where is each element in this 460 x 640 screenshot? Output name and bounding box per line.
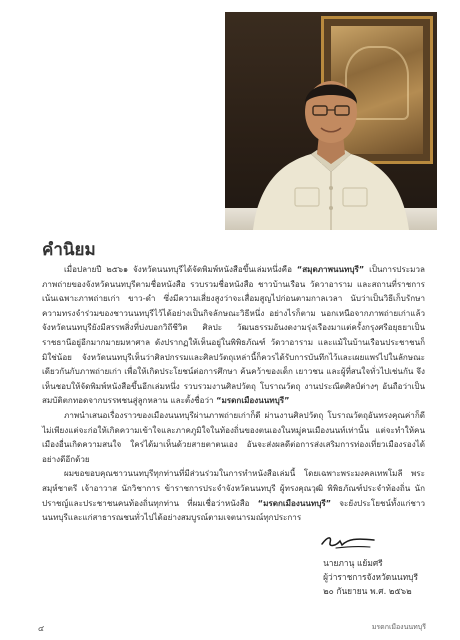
governor-photo bbox=[225, 12, 437, 230]
paragraph-2: ภาพนำเสนอเรื่องราวของเมืองนนทบุรีผ่านภาพถ่ายเก่าก็ดี ผ่านงานศิลปวัตถุ โบราณวัตถุอันทรงคุณค่าก็ดี ไม่เพียงแต่จะก่อให้เกิดความเข้าใจและภาคภูมิใจในท้องถิ่นของตนเองในหมู่คนเมืองนนท์เท่านั้น แต่จะทำให้คนเมืองอื่นเกิดความสนใจ ใคร่ได้มาเห็นด้วยสายตาตนเอง อันจะส่งผลดีต่อการส่งเสริมการท่องเที่ยวเมืองรองได้อย่างดีอีกด้วย bbox=[42, 409, 425, 464]
running-footer-title: มรดกเมืองนนทบุรี bbox=[371, 623, 426, 631]
signer-position: ผู้ว่าราชการจังหวัดนนทบุรี bbox=[323, 572, 418, 582]
book-title-bold: “มรดกเมืองนนทบุรี” bbox=[216, 395, 290, 406]
foreword-body bbox=[42, 262, 425, 525]
section-heading: คำนิยม bbox=[42, 240, 96, 260]
book-title-bold: “สมุดภาพนนทบุรี” bbox=[296, 264, 365, 274]
governor-portrait bbox=[225, 12, 437, 230]
handwritten-signature bbox=[318, 530, 378, 552]
signer-name: นายภานุ แย้มศรี bbox=[323, 558, 383, 568]
signer-date: ๒๐ กันยายน พ.ศ. ๒๕๖๒ bbox=[323, 586, 412, 596]
signer-block bbox=[0, 556, 418, 598]
page-number: ๔ bbox=[38, 624, 45, 633]
book-title-bold: “มรดกเมืองนนทบุรี” bbox=[257, 497, 332, 508]
paragraph-3: ผมขอขอบคุณชาวนนทบุรีทุกท่านที่มีส่วนร่วมในการทำหนังสือเล่มนี้ โดยเฉพาะพระมงคลเทพโมลี พระสมุห์ชาตรี เจ้าอาวาส นักวิชาการ ข้าราชการประจำจังหวัดนนทบุรี ผู้ทรงคุณวุฒิ พิพิธภัณฑ์ประจำท้องถิ่น นักปราชญ์และประชาชนคนท้องถิ่นทุกท่าน ที่ผมเชื่อว่าหนังสือ “มรดกเมืองนนทบุรี” จะยังประโยชน์ทั้งแก่ชาวนนทบุรีและแก่สาธารณชนทั่วไปได้อย่างสมบูรณ์ตามเจตนารมณ์ทุกประการ bbox=[42, 468, 425, 523]
paragraph-1: เมื่อปลายปี ๒๕๖๑ จังหวัดนนทบุรีได้จัดพิมพ์หนังสือขึ้นเล่มหนึ่งคือ “สมุดภาพนนทบุรี” เป็นการประมวลภาพถ่ายของจังหวัดนนทบุรีตามชื่อหนังสือ รวบรวมชื่อหนังสือ ชาวบ้านเรือน วัดวาอาราม และสถานที่ราชการ เน้นเฉพาะภาพถ่ายเก่า ขาว-ดำ ซึ่งมีความเสี่ยงสูงว่าจะเสื่อมสูญไปก่อนตามกาลเวลา นับว่าเป็นวิธีเก็บรักษาความทรงจำร่วมของชาวนนทบุรีไว้ได้อย่างเป็นกิจลักษณะวิธีหนึ่ง อย่างไรก็ตาม นอกเหนือจากภาพถ่ายเก่าแล้ว จังหวัดนนทบุรียังมีสรรพสิ่งที่บ่งบอกวิถีชีวิต ศิลปะ วัฒนธรรมอันงดงามรุ่งเรืองมาแต่ครั้งกรุงศรีอยุธยาเป็นราชธานีอยู่อีกมากมายมหาศาล ดังปรากฏให้เห็นอยู่ในพิพิธภัณฑ์ วัดวาอาราม และแม้ในบ้านเรือนประชาชนก็มิใช่น้อย จังหวัดนนทบุรีเห็นว่าศิลปกรรมและศิลปวัตถุเหล่านี้ก็ควรได้รับการบันทึกไว้และเผยแพร่ไปในลักษณะเดียวกันกับภาพถ่ายเก่า เพื่อให้เกิดประโยชน์ต่อการศึกษา ค้นคว้าของเด็ก เยาวชน และผู้ที่สนใจทั่วไปเช่นกัน จึงเห็นชอบให้จัดพิมพ์หนังสือขึ้นอีกเล่มหนึ่ง รวบรวมงานศิลปวัตถุ โบราณวัตถุ งานประณีตศิลป์ต่างๆ อันถือว่าเป็นสมบัติตกทอดจากบรรพชนสู่ลูกหลาน และตั้งชื่อว่า “มรดกเมืองนนทบุรี” bbox=[42, 264, 425, 406]
